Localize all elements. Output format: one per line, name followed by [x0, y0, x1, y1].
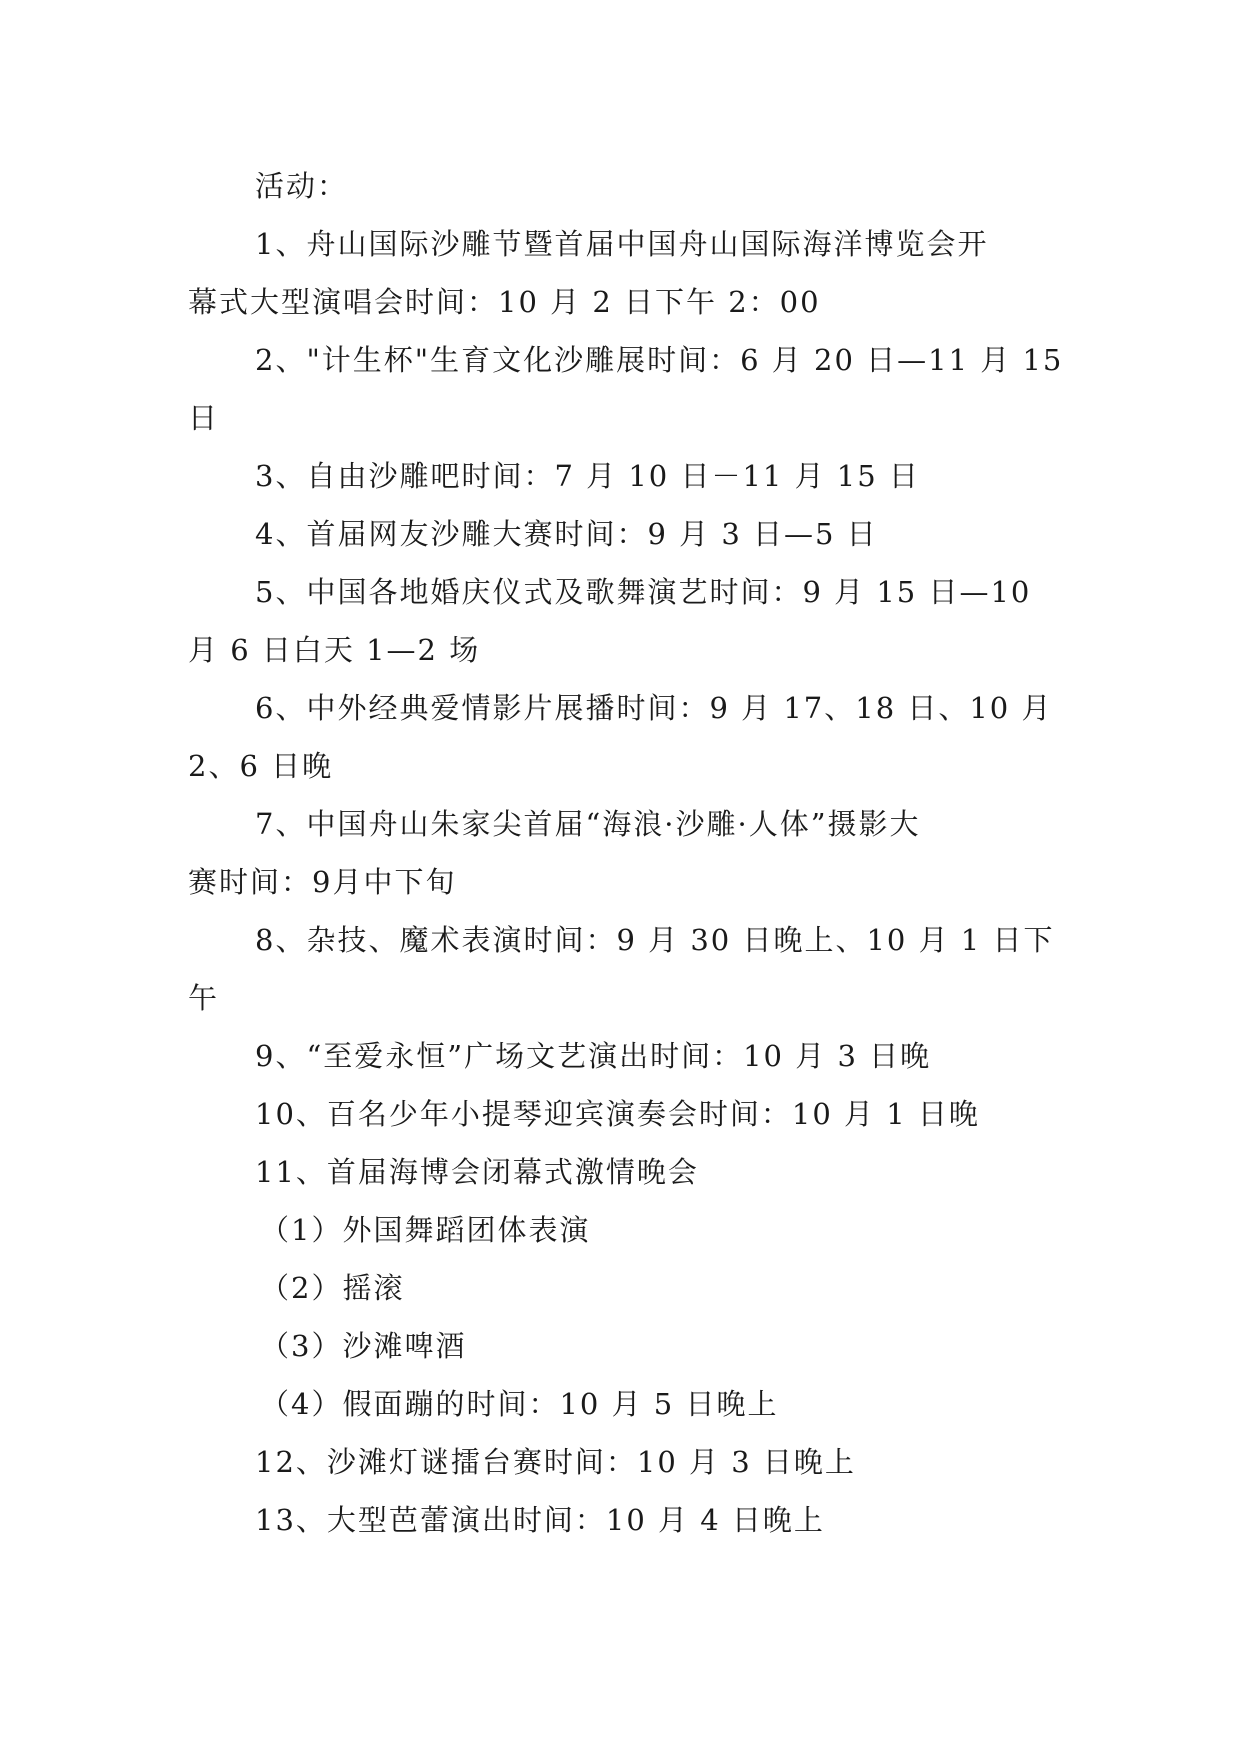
item-9: 9、“至爱永恒”广场文艺演出时间：10 月 3 日晚 — [255, 1039, 932, 1073]
item-8-line1: 8、杂技、魔术表演时间：9 月 30 日晚上、10 月 1 日下 — [255, 923, 1055, 957]
item-1-line1: 1、舟山国际沙雕节暨首届中国舟山国际海洋博览会开 — [255, 227, 989, 261]
item-6-line1: 6、中外经典爱情影片展播时间：9 月 17、18 日、10 月 — [255, 691, 1053, 725]
item-7-line2: 赛时间：9月中下旬 — [188, 865, 457, 899]
item-2-line1: 2、"计生杯"生育文化沙雕展时间：6 月 20 日—11 月 15 — [255, 343, 1064, 377]
subitem-1: （1）外国舞蹈团体表演 — [260, 1213, 591, 1247]
item-11: 11、首届海博会闭幕式激情晚会 — [255, 1155, 699, 1189]
item-8-line2: 午 — [188, 981, 220, 1015]
item-6-line2: 2、6 日晚 — [188, 749, 334, 783]
item-7-line1: 7、中国舟山朱家尖首届“海浪·沙雕·人体”摄影大 — [255, 807, 921, 841]
item-5-line2: 月 6 日白天 1—2 场 — [188, 633, 481, 667]
heading: 活动： — [255, 169, 349, 203]
item-4: 4、首届网友沙雕大赛时间：9 月 3 日—5 日 — [255, 517, 878, 551]
item-13: 13、大型芭蕾演出时间：10 月 4 日晚上 — [255, 1503, 825, 1537]
subitem-2: （2）摇滚 — [260, 1271, 405, 1305]
item-2-line2: 日 — [188, 401, 220, 435]
subitem-4: （4）假面蹦的时间：10 月 5 日晚上 — [260, 1387, 779, 1421]
item-12: 12、沙滩灯谜擂台赛时间：10 月 3 日晚上 — [255, 1445, 856, 1479]
item-10: 10、百名少年小提琴迎宾演奏会时间：10 月 1 日晚 — [255, 1097, 980, 1131]
item-3: 3、自由沙雕吧时间：7 月 10 日－11 月 15 日 — [255, 459, 920, 493]
item-1-line2: 幕式大型演唱会时间：10 月 2 日下午 2：00 — [188, 285, 821, 319]
item-5-line1: 5、中国各地婚庆仪式及歌舞演艺时间：9 月 15 日—10 — [255, 575, 1032, 609]
subitem-3: （3）沙滩啤酒 — [260, 1329, 467, 1363]
